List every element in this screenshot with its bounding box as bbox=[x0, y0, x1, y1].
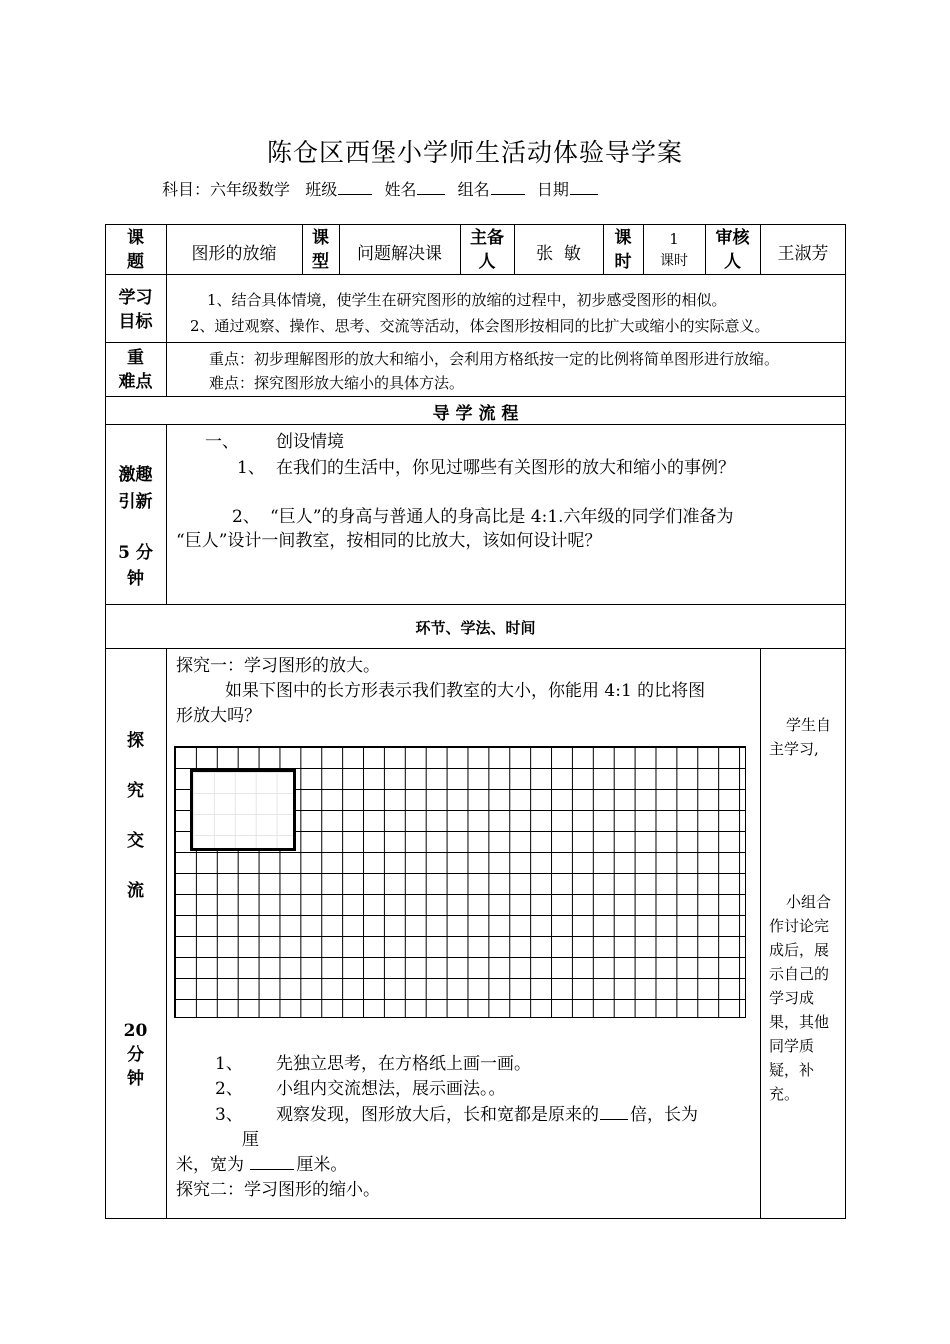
goal-item: 1、结合具体情境，使学生在研究图形的放缩的过程中，初步感受图形的相似。 bbox=[207, 291, 727, 309]
preparer-value: 张 敏 bbox=[536, 244, 581, 264]
side-note-2: 小组合 作讨论完 成后，展 示自己的 学习成 果，其他 同学质 疑，补 充。 bbox=[769, 893, 832, 1103]
part1-line-2: 形放大吗？ bbox=[176, 706, 261, 726]
subject-label: 科目：六年级数学 bbox=[162, 180, 291, 199]
hours-label: 课 时 bbox=[614, 228, 632, 272]
topic-value: 图形的放缩 bbox=[191, 244, 277, 264]
type-label: 课 型 bbox=[312, 228, 329, 272]
intro-time: 5 分 钟 bbox=[118, 543, 153, 589]
question-1: 在我们的生活中，你见过哪些有关图形的放大和缩小的事例？ bbox=[276, 458, 735, 478]
section-title: 创设情境 bbox=[276, 432, 344, 452]
group-blank[interactable] bbox=[491, 180, 525, 195]
goal-item: 2、通过观察、操作、思考、交流等活动，体会图形按相同的比扩大或缩小的实际意义。 bbox=[190, 317, 770, 335]
row-divider bbox=[105, 396, 846, 397]
part1-title: 探究一：学习图形的放大。 bbox=[176, 656, 380, 676]
topic-label: 课 题 bbox=[127, 228, 144, 272]
difficulty-label: 重 难点 bbox=[118, 348, 153, 392]
step-text: 先独立思考，在方格纸上画一画。 bbox=[276, 1054, 531, 1074]
date-label: 日期 bbox=[536, 180, 569, 199]
row-divider bbox=[105, 342, 846, 343]
step-3-wrap: 厘 bbox=[242, 1130, 259, 1150]
question-number: 1、 bbox=[237, 458, 265, 478]
row-divider bbox=[105, 604, 846, 605]
subject-line bbox=[162, 177, 600, 200]
page-title: 陈仓区西堡小学师生活动体验导学案 bbox=[266, 138, 683, 167]
step-text: 小组内交流想法，展示画法。。 bbox=[276, 1079, 506, 1099]
part1-line-1: 如果下图中的长方形表示我们教室的大小，你能用 4:1 的比将图 bbox=[225, 681, 706, 701]
step-number: 2、 bbox=[215, 1079, 243, 1099]
class-label: 班级 bbox=[305, 180, 338, 199]
name-label: 姓名 bbox=[384, 180, 417, 199]
step-3-text: 观察发现，图形放大后，长和宽都是原来的 倍，长为 bbox=[276, 1105, 698, 1125]
section-header: 环节、学法、时间 bbox=[415, 619, 536, 637]
row-divider bbox=[105, 648, 846, 649]
class-blank[interactable] bbox=[338, 180, 372, 195]
type-value: 问题解决课 bbox=[357, 244, 442, 264]
question-number: 2、 bbox=[232, 507, 260, 527]
reviewer-label: 审核 人 bbox=[715, 228, 750, 272]
classroom-rectangle bbox=[190, 769, 296, 851]
col-divider bbox=[166, 648, 167, 1219]
row-divider bbox=[105, 274, 846, 275]
reviewer-value: 王淑芳 bbox=[777, 244, 829, 264]
part2-title: 探究二：学习图形的缩小。 bbox=[176, 1180, 380, 1200]
row-divider bbox=[105, 424, 846, 425]
section-number: 一、 bbox=[205, 432, 239, 452]
question-2-line-2: “巨人”设计一间教室，按相同的比放大，该如何设计呢？ bbox=[176, 531, 602, 551]
question-2-line-1: “巨人”的身高与普通人的身高比是 4:1.六年级的同学们准备为 bbox=[270, 507, 734, 527]
name-blank[interactable] bbox=[417, 180, 445, 195]
key-point: 重点：初步理解图形的放大和缩小，会利用方格纸按一定的比例将简单图形进行放缩。 bbox=[209, 350, 780, 368]
times-blank[interactable] bbox=[600, 1105, 628, 1120]
col-divider bbox=[166, 424, 167, 604]
step-number: 1、 bbox=[215, 1054, 243, 1074]
step-number: 3、 bbox=[215, 1105, 243, 1125]
flow-header: 导 学 流 程 bbox=[432, 404, 519, 424]
step-3-line-2: 米，宽为 厘米。 bbox=[176, 1155, 348, 1175]
width-blank[interactable] bbox=[250, 1155, 294, 1170]
explore-time: 20 分 钟 bbox=[123, 1021, 148, 1089]
goals-label: 学习 目标 bbox=[118, 288, 153, 332]
preparer-label: 主备 人 bbox=[470, 228, 504, 272]
explore-label: 探 究 交 流 bbox=[127, 731, 144, 901]
hours-value: 1 课时 bbox=[660, 230, 688, 269]
hard-point: 难点：探究图形放大缩小的具体方法。 bbox=[209, 374, 465, 392]
date-blank[interactable] bbox=[570, 180, 598, 195]
group-label: 组名 bbox=[457, 180, 490, 199]
side-note-1: 学生自 主学习, bbox=[769, 716, 832, 758]
intro-label: 激趣 引新 bbox=[118, 465, 153, 512]
col-divider bbox=[760, 648, 761, 1219]
